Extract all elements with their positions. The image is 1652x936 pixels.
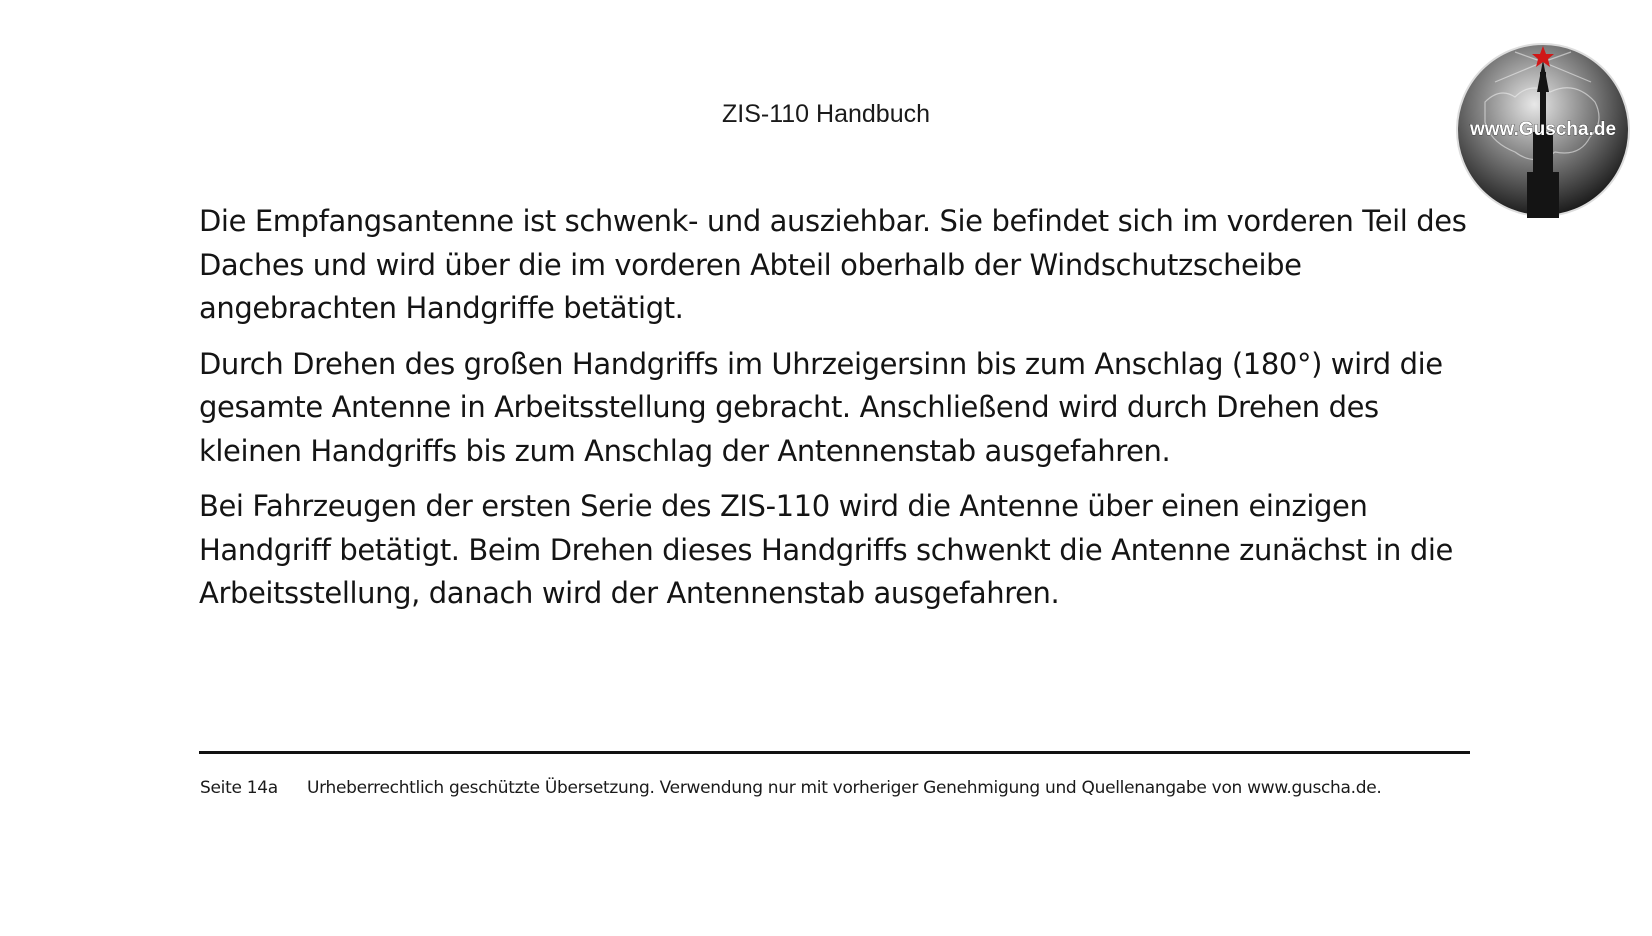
paragraph-antenna-description: Die Empfangsantenne ist schwenk- und ausziehbar. Sie befindet sich im vorderen Teil des Daches und wird über die im vorderen Abteil oberhalb der Windschutzscheibe angebrachten Handgriffe betätigt. (199, 204, 1467, 325)
logo-text: www.Guscha.de (1469, 119, 1617, 140)
footer-divider (199, 751, 1470, 754)
footer (200, 778, 1382, 798)
page-title: ZIS-110 Handbuch (722, 100, 930, 128)
paragraph-first-series: Bei Fahrzeugen der ersten Serie des ZIS-110 wird die Antenne über einen einzigen Handgriff betätigt. Beim Drehen dieses Handgriffs schwenkt die Antenne zunächst in die Arbeitsstellung, danach wird der Antennenstab ausgefahren. (199, 489, 1453, 610)
body-text (199, 200, 1469, 628)
paragraph-operation: Durch Drehen des großen Handgriffs im Uhrzeigersinn bis zum Anschlag (180°) wird die gesamte Antenne in Arbeitsstellung gebracht. Anschließend wird durch Drehen des kleinen Handgriffs bis zum Anschlag der Antennenstab ausgefahren. (199, 346, 1443, 468)
copyright-notice: Urheberrechtlich geschützte Übersetzung. Verwendung nur mit vorheriger Genehmigung und Quellenangabe von www.guscha.de. (306, 778, 1382, 798)
guscha-logo[interactable] (1455, 42, 1631, 218)
page-number: Seite 14a (200, 778, 278, 798)
